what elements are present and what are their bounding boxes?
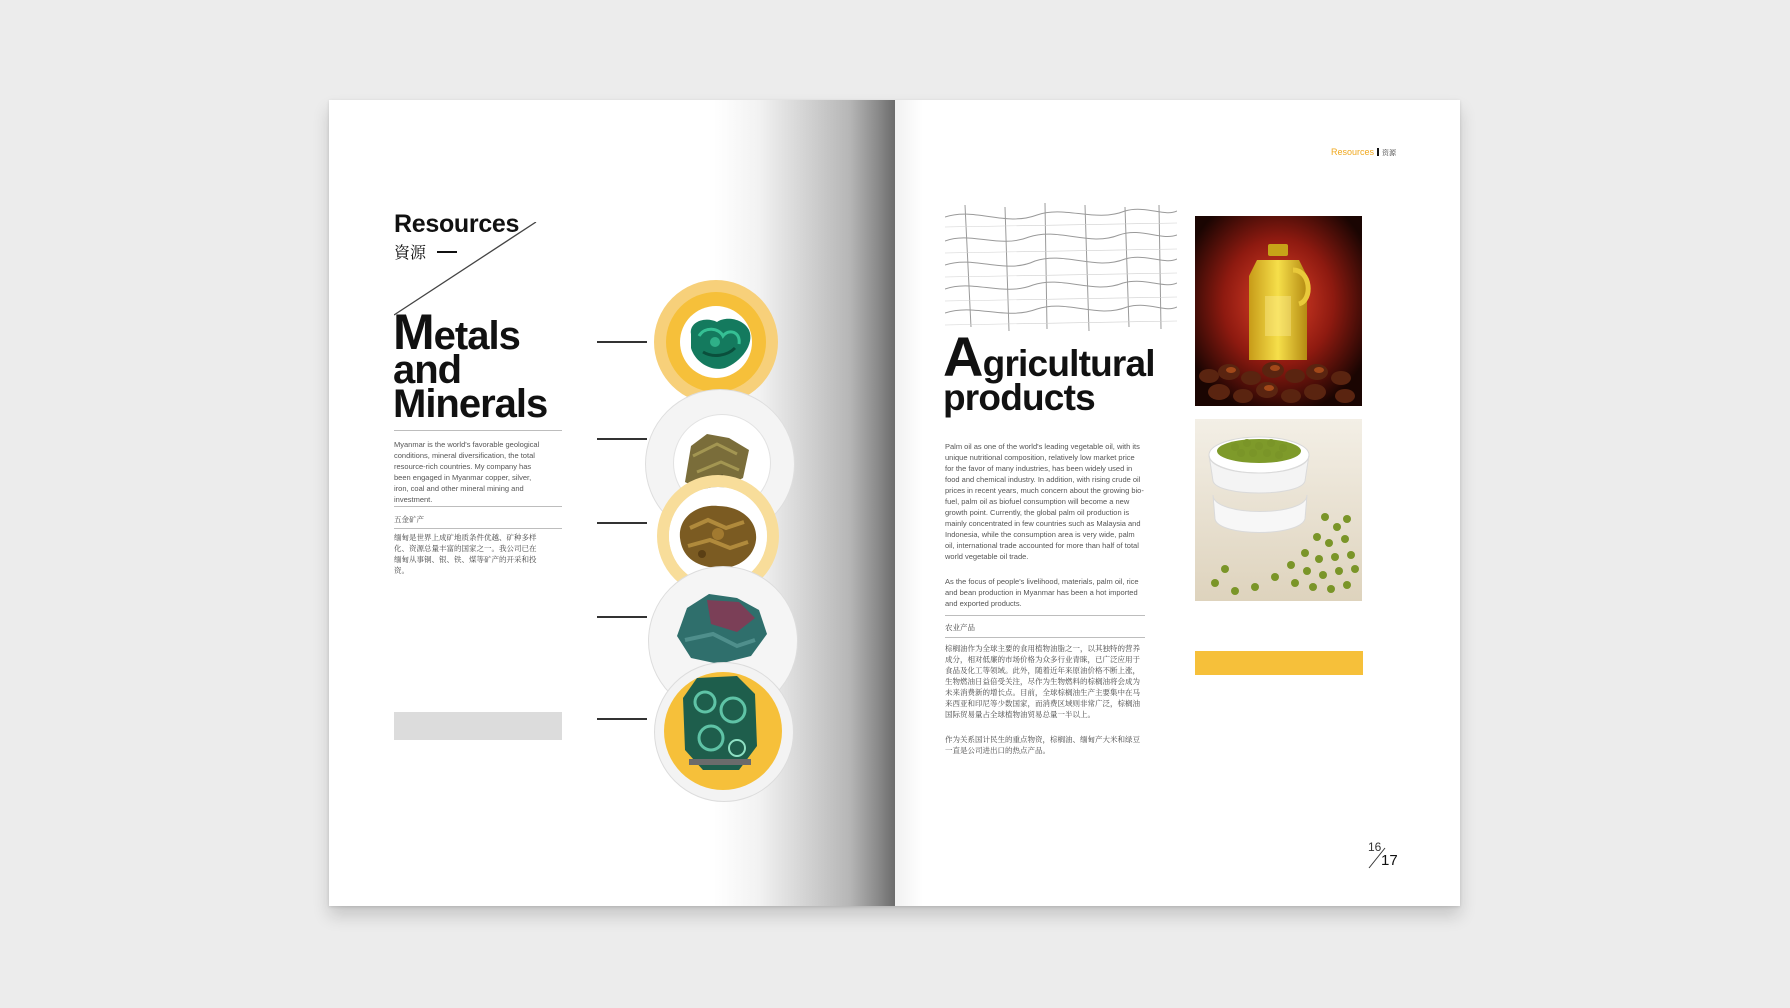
title-line-2: products [943,377,1095,418]
brochure-spread [329,100,1460,906]
text-divider [394,430,562,431]
section-kicker-en: Resources [394,210,520,238]
text-divider [945,615,1145,616]
malachite-rock-image [685,314,755,379]
title-initial: A [943,325,983,388]
page-number-right: 17 [1381,852,1398,869]
subheading-zh: 农业产品 [945,623,975,632]
body-text-zh: 棕榈油作为全球主要的食用植物油脂之一，以其独特的营养成分，相对低廉的市场价格为众多行业青睐，已广泛应用于食品及化工等领域。此外，随着近年来原油价格不断上涨，生物燃油日益倍受关注，尽作为生物燃料的棕榈油将会成为未来消费新的增长点。目前，全球棕榈油生产主要集中在马来西亚和印尼等少数国家，而消费区域则非常广泛，棕榈油国际贸易量占全球植物油贸易总量一半以上。 [945,644,1140,719]
text-divider [394,506,562,507]
page-number [1365,840,1405,870]
sandbag-sketch-image [945,197,1177,335]
leader-line [597,438,647,440]
leader-line [597,341,647,343]
text-divider [945,637,1145,638]
text-divider [394,528,562,529]
section-kicker-zh: 資源 [394,243,427,262]
page-title [943,325,1203,418]
page-number-left: 16 [1368,840,1382,854]
leader-line [597,616,647,618]
running-header [1331,147,1396,158]
leader-line [597,718,647,720]
title-line-2: and [393,348,462,392]
palm-oil-bottle-image [1195,216,1362,406]
body-text-zh: 缅甸是世界上成矿地质条件优越、矿种多样化、资源总量丰富的国家之一。我公司已在缅甸从事铜、银、铁、煤等矿产的开采和投资。 [394,533,537,575]
body-text-en: Palm oil as one of the world's leading vegetable oil, with its unique nutritional composition, relatively low market price for the favor of many industries, has been widely used in food and chemical industry. In addition, with rising crude oil prices in recent years, much concern about the growing bio-fuel, palm oil as biofuel consumption will become a new growth point. Currently, the global palm oil production is mainly concentrated in few countries such as Malaysia and Indonesia, while the consumption area is very wide, palm oil, international trade accounted for more than half of total world vegetable oil trade. [945,442,1144,561]
leader-line [597,522,647,524]
body-text-en: Myanmar is the world's favorable geological conditions, mineral diversification, the total resource-rich countries. My company has been engaged in Myanmar copper, silver, iron, coal and other mineral mining and investment. [394,440,540,504]
mung-beans-image [1195,419,1362,601]
grey-bar [394,712,562,740]
malachite-specimen-image [675,672,765,781]
title-initial: M [393,304,434,360]
page-title [393,304,593,426]
subheading-zh: 五金矿产 [394,515,424,524]
yellow-bar [1195,651,1363,675]
right-page [895,100,1460,906]
body-text-en-2: As the focus of people's livelihood, materials, palm oil, rice and bean production in Myanmar has been a hot imported and exported products. [945,577,1139,608]
left-page [329,100,895,906]
running-header-zh: 资源 [1382,149,1396,157]
header-separator [1377,148,1379,156]
title-rest: gricultural [982,343,1155,384]
running-header-en: Resources [1330,147,1374,157]
title-rest: etals [433,314,520,358]
jasper-rock-image [667,584,777,673]
title-line-3: Minerals [393,382,548,426]
body-text-zh-2: 作为关系国计民生的重点物资，棕榈油、缅甸产大米和绿豆一直是公司进出口的热点产品。 [945,735,1140,755]
